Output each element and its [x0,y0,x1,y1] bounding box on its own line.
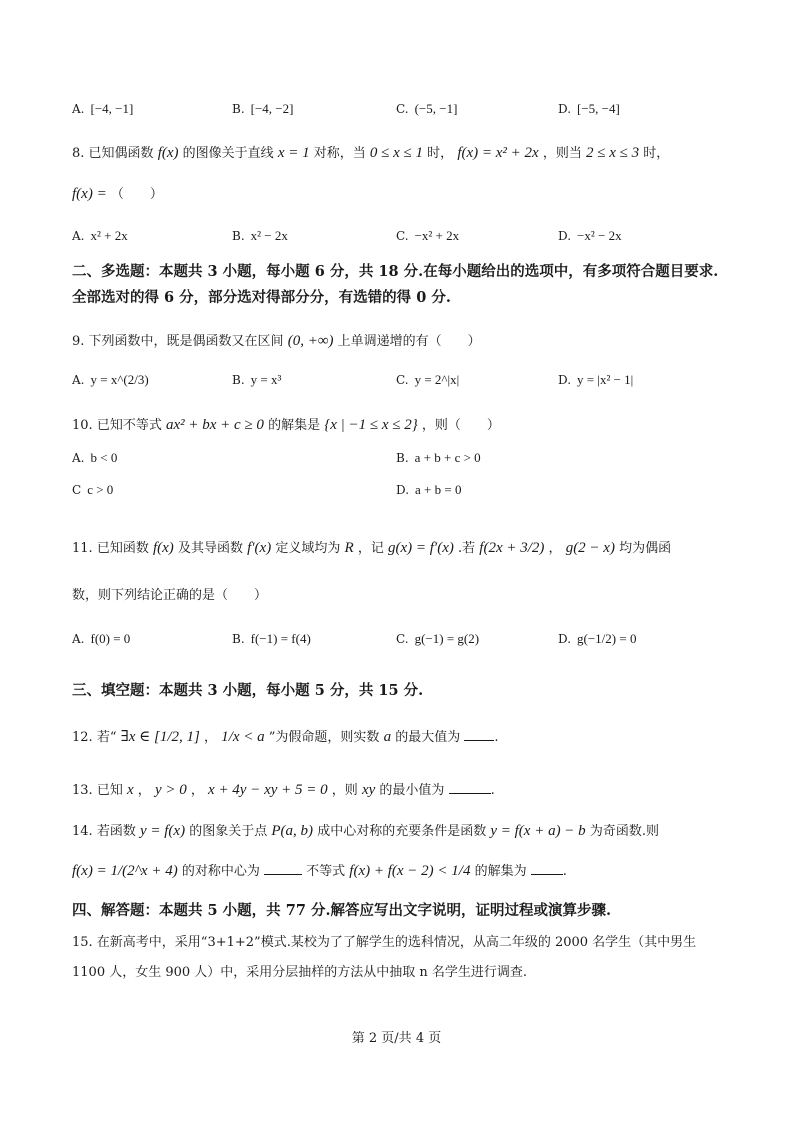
q8-option-a: A. x² + 2x [72,228,128,243]
q8-range2: 2 ≤ x ≤ 3 [586,145,640,161]
q7-option-c: C. (−5, −1] [396,101,458,116]
q12-answer-blank [464,727,494,741]
q7-option-b-value: [−4, −2] [250,101,294,116]
q9-option-d: D. y = |x² − 1| [558,372,634,387]
q11-option-a: A. f(0) = 0 [72,631,131,646]
q8-option-c: C. −x² + 2x [396,228,460,243]
q7-option-d-value: [−5, −4] [577,101,620,116]
q7-option-a: A. [−4, −1] [72,101,134,116]
q8-option-d: D. −x² − 2x [558,228,622,243]
q11-option-d: D. g(−1/2) = 0 [558,631,637,646]
q10-set: {x | −1 ≤ x ≤ 2} [324,417,418,433]
q10-inequality: ax² + bx + c ≥ 0 [165,417,264,433]
q8-fx: f(x) [157,145,179,161]
q14-inequality: f(x) + f(x − 2) < 1/4 [349,863,471,879]
q10-option-d: D. a + b = 0 [396,482,462,497]
q14-function: f(x) = 1/(2^x + 4) [72,863,178,879]
q11-stem: 11. 已知函数 f(x) 及其导函数 f′(x) 定义域均为 R ，记 g(x) = f′(x) .若 f(2x + 3/2) ， g(2 − x) 均为偶函 [72,540,672,556]
q10-option-c: C c > 0 [72,482,114,497]
q7-option-c-value: (−5, −1] [414,101,458,116]
q7-option-b: B. [−4, −2] [232,101,294,116]
section-3-heading: 三、填空题：本题共 3 小题，每小题 5 分，共 15 分. [72,682,424,699]
q15-stem: 15. 在新高考中，采用“3+1+2”模式.某校为了了解学生的选科情况，从高二年级的 2000 名学生（其中男生 1100 人，女生 900 人）中，采用分层抽样的方法从中抽取 n 名学生进行调查. [72,935,697,980]
q10-option-b: B. a + b + c > 0 [396,450,481,465]
q8-formula: f(x) = x² + 2x [457,145,539,161]
q11-option-c: C. g(−1) = g(2) [396,631,480,646]
q13-answer-blank [449,780,491,794]
q10-stem: 10. 已知不等式 ax² + bx + c ≥ 0 的解集是 {x | −1 ≤ x ≤ 2} ，则（ ） [72,417,500,433]
q11-stem-line2: 数，则下列结论正确的是（ ） [72,588,268,603]
q7-option-d: D. [−5, −4] [558,101,620,116]
q11-option-b: B. f(−1) = f(4) [232,631,311,646]
q9-option-a: A. y = x^(2/3) [72,372,149,387]
q12-condition: ∃x ∈ [1/2, 1] [120,729,200,745]
q8-ask: f(x) = （ ） [72,186,163,202]
q7-option-a-value: [−4, −1] [90,101,134,116]
q9-option-b: B. y = x³ [232,372,282,387]
q9-interval: (0, +∞) [287,333,334,349]
q10-option-a: A. b < 0 [72,450,118,465]
q8-stem: 8. 已知偶函数 f(x) 的图像关于直线 x = 1 对称，当 0 ≤ x ≤ 1 时， f(x) = x² + 2x ，则当 2 ≤ x ≤ 3 时， [72,145,670,161]
q9-option-c: C. y = 2^|x| [396,372,460,387]
q8-option-b: B. x² − 2x [232,228,288,243]
q9-stem: 9. 下列函数中，既是偶函数又在区间 (0, +∞) 上单调递增的有（ ） [72,333,481,349]
q14-stem: 14. 若函数 y = f(x) 的图象关于点 P(a, b) 成中心对称的充要条件是函数 y = f(x + a) − b 为奇函数.则 [72,823,659,839]
section-2-heading: 二、多选题：本题共 3 小题，每小题 6 分，共 18 分.在每小题给出的选项中，有多项符合题目要求.全部选对的得 6 分，部分选对得部分分，有选错的得 0 分. [72,263,719,306]
q14-answer-blank-1 [264,861,302,875]
q13-equation: x + 4y − xy + 5 = 0 [208,782,328,798]
q14-answer-blank-2 [531,861,563,875]
section-4-heading: 四、解答题：本题共 5 小题，共 77 分.解答应写出文字说明，证明过程或演算步骤. [72,902,612,919]
q13-stem: 13. 已知 x ， y > 0 ， x + 4y − xy + 5 = 0 ，则 xy 的最小值为 . [72,782,495,798]
q12-condition2: 1/x < a [221,729,265,745]
q11-f2x: f(2x + 3/2) [479,540,545,556]
q14-stem-line2: f(x) = 1/(2^x + 4) 的对称中心为 不等式 f(x) + f(x − 2) < 1/4 的解集为 . [72,863,567,879]
q12-stem: 12. 若“ ∃x ∈ [1/2, 1] ， 1/x < a ”为假命题，则实数 a 的最大值为 . [72,729,499,745]
q8-range1: 0 ≤ x ≤ 1 [369,145,424,161]
page-footer: 第 2 页/共 4 页 [351,1031,442,1046]
q8-line: x = 1 [277,145,310,161]
